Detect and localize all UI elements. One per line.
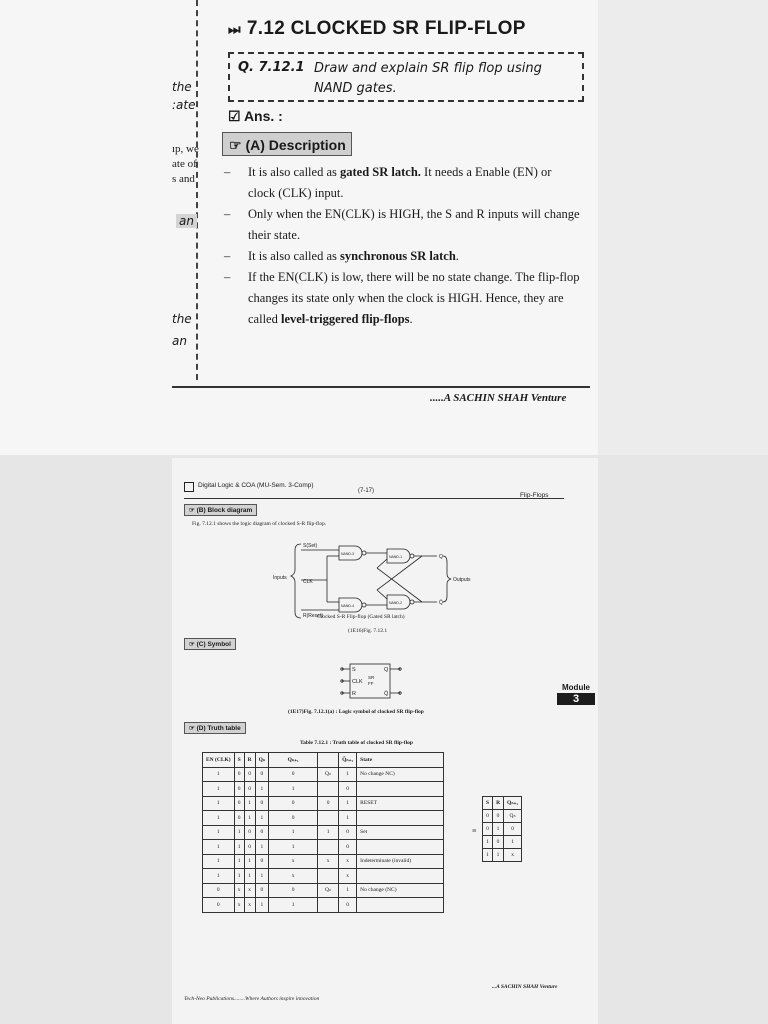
table-cell: No change (NC) — [357, 883, 444, 898]
table-cell: Set — [357, 825, 444, 840]
header-rule — [184, 498, 564, 499]
nand1-label: NAND-1 — [389, 555, 403, 559]
logic-diagram — [267, 538, 477, 638]
table-row — [203, 811, 444, 826]
table-cell: 0 — [318, 796, 339, 811]
symbol-s: S — [352, 667, 356, 673]
table-cell: 1 — [339, 796, 357, 811]
top-page — [0, 0, 598, 455]
table-cell — [318, 782, 339, 797]
book-title: Digital Logic & COA (MU-Sem. 3-Comp) — [198, 482, 314, 489]
table-row — [203, 796, 444, 811]
section-c-heading: ☞ (C) Symbol — [184, 638, 236, 650]
table-row — [203, 869, 444, 884]
table-cell: 1 — [493, 849, 504, 862]
table-cell: 1 — [203, 796, 235, 811]
table-cell: x — [504, 849, 522, 862]
table-cell: 1 — [255, 869, 268, 884]
table-cell: 1 — [203, 825, 235, 840]
table-header-row: EN (CLK) S R Qₙ Qₙ₊₁ Q̄ₙ₊₁ State — [203, 753, 444, 768]
chapter-name: Flip-Flops — [520, 492, 549, 499]
margin-text: an — [176, 214, 197, 228]
table-cell: 1 — [483, 836, 493, 849]
table-cell: 1 — [203, 767, 235, 782]
table-cell: 0 — [339, 898, 357, 913]
table-cell: 0 — [504, 823, 522, 836]
table-cell: Qₙ — [504, 810, 522, 823]
table-cell — [357, 811, 444, 826]
margin-text: ate of — [172, 158, 197, 170]
table-cell: x — [244, 898, 255, 913]
table-cell — [357, 869, 444, 884]
table-cell: 1 — [255, 782, 268, 797]
table-cell: 1 — [269, 825, 318, 840]
symbol-sr: SR — [368, 675, 375, 680]
nand3-label: NAND-3 — [341, 552, 355, 556]
table-cell: 0 — [244, 825, 255, 840]
table-cell: 1 — [339, 811, 357, 826]
table-row — [203, 898, 444, 913]
table-row — [203, 767, 444, 782]
table-cell: 0 — [244, 782, 255, 797]
q-output-label: Q — [439, 554, 443, 560]
nand2-label: NAND-2 — [389, 601, 403, 605]
question-text: Draw and explain SR flip flop using NAND gates. — [314, 61, 542, 96]
outputs-label: Outputs — [453, 577, 471, 583]
table-cell: 1 — [269, 898, 318, 913]
table-cell: 1 — [203, 811, 235, 826]
module-number: 3 — [557, 693, 595, 705]
margin-text: s and — [172, 173, 195, 185]
table-cell: 1 — [234, 825, 244, 840]
symbol-r: R — [352, 691, 356, 697]
table-row — [203, 825, 444, 840]
table-cell: 0 — [255, 883, 268, 898]
table-cell: 0 — [234, 811, 244, 826]
table-cell: 1 — [504, 836, 522, 849]
table-cell — [318, 898, 339, 913]
symbol-qbar: Q̄ — [384, 691, 389, 697]
book-icon — [184, 482, 194, 492]
table-cell — [318, 869, 339, 884]
table-cell: x — [234, 898, 244, 913]
section-d-heading: ☞ (D) Truth table — [184, 722, 246, 734]
table-row — [483, 823, 522, 836]
margin-text: the — [172, 80, 192, 94]
table-cell: 0 — [339, 840, 357, 855]
description-heading: ☞ (A) Description — [222, 132, 352, 156]
table-cell: 0 — [234, 782, 244, 797]
table-cell: 0 — [244, 840, 255, 855]
nand4-label: NAND-4 — [341, 604, 355, 608]
table-cell: 1 — [493, 823, 504, 836]
page-number: (7-17) — [358, 488, 375, 494]
table-cell: 1 — [234, 840, 244, 855]
qbar-output-label: Q̄ — [439, 600, 443, 606]
table-cell: Qₙ — [318, 883, 339, 898]
truth-table — [202, 752, 444, 913]
margin-text: :ate — [172, 98, 196, 112]
question-number: Q. 7.12.1 — [238, 60, 305, 75]
table-row — [483, 810, 522, 823]
list-item: – Only when the EN(CLK) is HIGH, the S and R inputs will change their state. — [222, 204, 580, 246]
table-cell: 0 — [483, 810, 493, 823]
table-cell: x — [269, 869, 318, 884]
table-row — [203, 883, 444, 898]
table-row — [203, 840, 444, 855]
table-cell: 0 — [483, 823, 493, 836]
table-cell: 1 — [255, 840, 268, 855]
table-cell — [357, 898, 444, 913]
table-cell: 1 — [255, 898, 268, 913]
symbol-clk: CLK — [352, 679, 363, 685]
table-cell: x — [269, 854, 318, 869]
question-box — [228, 52, 584, 102]
table-cell: Indeterminate (invalid) — [357, 854, 444, 869]
equivalence-symbol: ≡ — [472, 826, 477, 835]
table-cell: 0 — [339, 782, 357, 797]
table-cell: 0 — [269, 883, 318, 898]
table-cell: 1 — [203, 840, 235, 855]
section-heading — [228, 18, 526, 40]
table-cell: x — [244, 883, 255, 898]
bottom-page — [172, 458, 598, 1024]
table-cell: 0 — [493, 810, 504, 823]
table-header-row: S R Qₙ₊₁ — [483, 797, 522, 810]
table-cell: 0 — [203, 898, 235, 913]
answer-label — [228, 108, 283, 125]
table-cell: 1 — [203, 854, 235, 869]
symbol-ff: FF — [368, 681, 374, 686]
table-cell: RESET — [357, 796, 444, 811]
table-cell: x — [339, 869, 357, 884]
table-cell: Qₙ — [318, 767, 339, 782]
publisher-footer: Tech-Neo Publications........Where Authors inspire innovation — [184, 996, 320, 1002]
table-cell: x — [339, 854, 357, 869]
table-cell: x — [318, 854, 339, 869]
table-cell — [357, 782, 444, 797]
table-cell: 1 — [318, 825, 339, 840]
table-cell: 1 — [234, 869, 244, 884]
table-cell: 1 — [203, 782, 235, 797]
ans-text: Ans. : — [243, 108, 283, 124]
symbol-q: Q — [384, 667, 389, 673]
table-cell: x — [234, 883, 244, 898]
table-cell: 0 — [269, 796, 318, 811]
table-cell: No change NC) — [357, 767, 444, 782]
table-cell: 0 — [234, 796, 244, 811]
list-item: – It is also called as gated SR latch. It needs a Enable (EN) or clock (CLK) input. — [222, 162, 580, 204]
flipflop-symbol — [340, 662, 406, 702]
margin-text: ıp, we — [172, 143, 199, 155]
publisher-tagline: .....A SACHIN SHAH Venture — [430, 392, 567, 404]
table-cell: 1 — [244, 869, 255, 884]
table-cell: 1 — [339, 883, 357, 898]
table-cell: 1 — [269, 840, 318, 855]
table-row — [483, 849, 522, 862]
table-cell: 1 — [269, 782, 318, 797]
table-cell: 1 — [203, 869, 235, 884]
table-row — [203, 854, 444, 869]
checkbox-icon: ☑ — [228, 108, 241, 124]
symbol-caption: (1E17)Fig. 7.12.1(a) : Logic symbol of clocked SR flip-flop — [288, 709, 424, 715]
fig-intro-text: Fig. 7.12.1 shows the logic diagram of clocked S-R flip-flop. — [192, 521, 327, 527]
table-cell: 1 — [255, 811, 268, 826]
table-cell: 0 — [269, 811, 318, 826]
figure-number: (1E16)Fig. 7.12.1 — [348, 628, 388, 634]
table-cell: 0 — [339, 825, 357, 840]
table-cell: 0 — [203, 883, 235, 898]
footer-rule — [172, 386, 590, 388]
skip-forward-icon: ⏭ — [228, 21, 241, 37]
table-title: Table 7.12.1 : Truth table of clocked SR flip-flop — [300, 740, 413, 746]
table-cell — [357, 840, 444, 855]
section-b-heading: ☞ (B) Block diagram — [184, 504, 257, 516]
module-tab — [557, 683, 595, 705]
table-cell: 1 — [234, 854, 244, 869]
module-label: Module — [562, 683, 590, 692]
margin-dashed-line — [196, 0, 198, 380]
list-item: – If the EN(CLK) is low, there will be no state change. The flip-flop changes its state only when the clock is HIGH. Hence, they are called level-triggered flip-flops. — [222, 267, 580, 330]
publisher-tagline: ...A SACHIN SHAH Venture — [492, 984, 558, 990]
figure-caption: Clocked S-R Flip-flop (Gated SR latch) — [317, 614, 405, 620]
table-cell: 0 — [255, 854, 268, 869]
table-cell — [318, 811, 339, 826]
table-cell: 1 — [339, 767, 357, 782]
list-item: – It is also called as synchronous SR latch. — [222, 246, 580, 267]
inputs-label: Inputs — [273, 575, 287, 581]
margin-text: an — [172, 334, 187, 348]
table-cell: 1 — [244, 796, 255, 811]
table-row — [203, 782, 444, 797]
table-row — [483, 836, 522, 849]
table-cell: 0 — [244, 767, 255, 782]
clk-input-label: CLK — [303, 579, 313, 585]
table-cell: 0 — [255, 767, 268, 782]
background-strip — [598, 0, 768, 455]
table-cell: 0 — [493, 836, 504, 849]
heading-text: 7.12 CLOCKED SR FLIP-FLOP — [246, 18, 526, 39]
table-cell: 0 — [255, 825, 268, 840]
table-cell: 0 — [255, 796, 268, 811]
table-cell: 1 — [244, 854, 255, 869]
r-input-label: R(Reset) — [303, 613, 324, 619]
reduced-truth-table — [482, 796, 522, 862]
table-cell: 1 — [483, 849, 493, 862]
description-list — [222, 162, 580, 330]
table-cell: 0 — [269, 767, 318, 782]
table-cell — [318, 840, 339, 855]
table-cell: 0 — [234, 767, 244, 782]
table-cell: 1 — [244, 811, 255, 826]
s-input-label: S(Set) — [303, 543, 318, 549]
margin-text: the — [172, 312, 192, 326]
